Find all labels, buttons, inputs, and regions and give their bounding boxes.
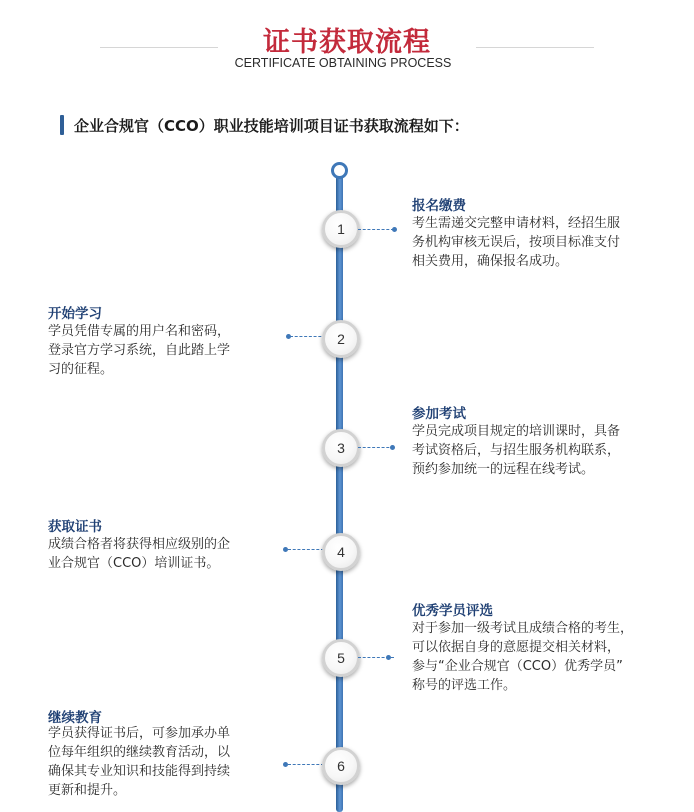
step-4-description: 成绩合格者将获得相应级别的企 业合规官（CCO）培训证书。 <box>48 537 231 571</box>
step-2-connector <box>290 336 326 337</box>
step-4-connector <box>288 549 324 550</box>
step-6-node: 6 <box>322 747 360 785</box>
step-2-node: 2 <box>322 320 360 358</box>
page-title: 证书获取流程 <box>263 27 431 58</box>
step-1-description: 考生需递交完整申请材料，经招生服 务机构审核无误后，按项目标准支付 相关费用，确保报名成功。 <box>412 216 621 269</box>
step-3-connector-dot <box>390 445 395 450</box>
step-4-title: 获取证书 <box>48 519 102 535</box>
step-3-connector <box>358 447 394 448</box>
timeline-start-ring <box>331 162 348 179</box>
step-1-node: 1 <box>322 210 360 248</box>
section-heading: 企业合规官（CCO）职业技能培训项目证书获取流程如下： <box>74 117 469 135</box>
step-6-description: 学员获得证书后，可参加承办单 位每年组织的继续教育活动，以 确保其专业知识和技能得到持续 更新和提升。 <box>48 726 231 798</box>
step-6-title: 继续教育 <box>48 710 102 726</box>
step-1-connector-dot <box>392 227 397 232</box>
step-3-node: 3 <box>322 429 360 467</box>
step-2-description: 学员凭借专属的用户名和密码， 登录官方学习系统，自此踏上学 习的征程。 <box>48 324 231 377</box>
step-6-connector <box>288 764 324 765</box>
step-3-description: 学员完成项目规定的培训课时，具备 考试资格后，与招生服务机构联系， 预约参加统一的远程在线考试。 <box>412 424 621 477</box>
step-5-title: 优秀学员评选 <box>412 603 493 619</box>
step-5-connector-dot <box>386 655 391 660</box>
step-5-description: 对于参加一级考试且成绩合格的考生， 可以依据自身的意愿提交相关材料， 参与“企业合规官（CCO）优秀学员” 称号的评选工作。 <box>412 621 634 693</box>
step-1-connector <box>358 229 394 230</box>
step-1-title: 报名缴费 <box>412 198 466 214</box>
page-subtitle: CERTIFICATE OBTAINING PROCESS <box>234 56 452 70</box>
step-2-title: 开始学习 <box>48 306 102 322</box>
heading-accent-bar <box>60 115 64 135</box>
timeline-line <box>336 172 343 812</box>
step-4-node: 4 <box>322 533 360 571</box>
step-3-title: 参加考试 <box>412 406 466 422</box>
step-5-node: 5 <box>322 639 360 677</box>
